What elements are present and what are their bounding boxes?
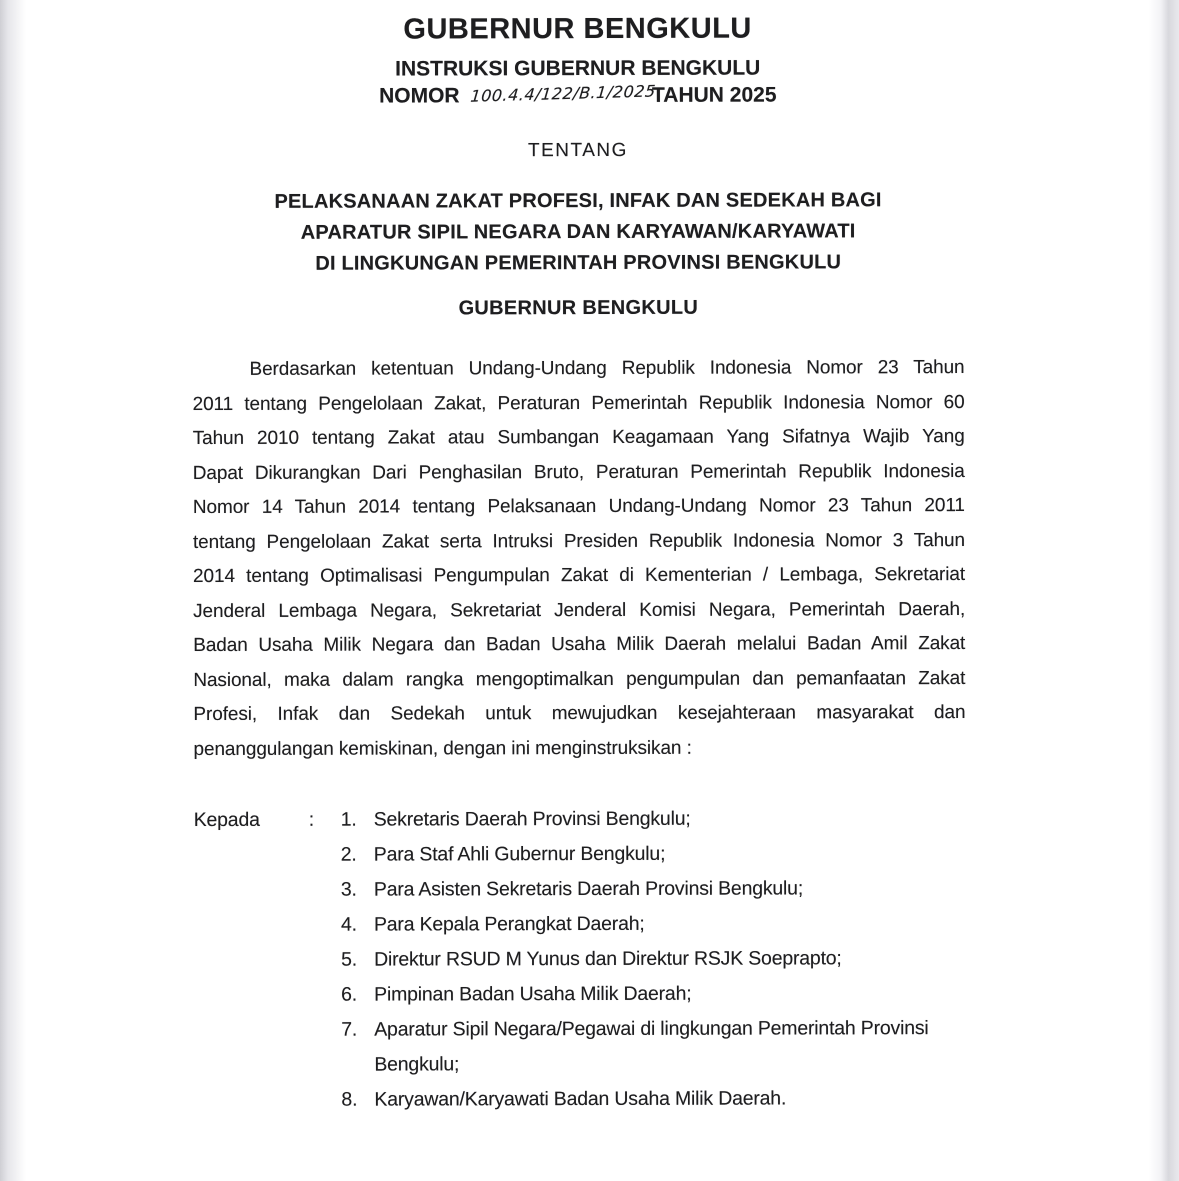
preamble-line: Dapat Dikurangkan Dari Penghasilan Bruto, Peraturan Pemerintah Republik Indonesia [192,460,965,484]
kepada-item [341,906,996,943]
kepada-item-number: 7. [341,1018,358,1041]
kepada-item-number: 8. [341,1088,358,1111]
kepada-item-number: 6. [341,983,358,1006]
preamble-paragraph [192,351,965,767]
preamble-line: Jenderal Lembaga Negara, Sekretariat Jenderal Komisi Negara, Pemerintah Daerah, [193,598,966,622]
kepada-item-text: Direktur RSUD M Yunus dan Direktur RSJK Soeprapto; [374,947,842,971]
nomor-handwritten-number: 100.4.4/122/B.1/2025 [469,81,657,106]
kepada-item [341,976,996,1013]
kepada-item-number: 5. [341,948,357,971]
kepada-colon: : [308,808,314,831]
preamble-line: Nasional, maka dalam rangka mengoptimalkan pengumpulan dan pemanfaatan Zakat [193,667,966,691]
kepada-item-text: Para Asisten Sekretaris Daerah Provinsi Bengkulu; [373,877,804,901]
kepada-item [341,1081,996,1118]
kepada-label: Kepada [193,808,260,832]
kepada-label-group [194,803,341,838]
subject-line-3: DI LINGKUNGAN PEMERINTAH PROVINSI BENGKULU [315,251,842,275]
preamble-line: penanggulangan kemiskinan, dengan ini menginstruksikan : [193,737,692,760]
kepada-section [194,801,967,1118]
kepada-item-text: Sekretaris Daerah Provinsi Bengkulu; [373,807,691,831]
preamble-line: Berdasarkan ketentuan Undang-Undang Republik Indonesia Nomor 23 Tahun [249,357,965,380]
subject-line-2: APARATUR SIPIL NEGARA DAN KARYAWAN/KARYAWATI [300,220,856,244]
nomor-line [192,81,964,111]
kepada-item-number: 1. [340,808,357,831]
kepada-item [341,871,996,908]
preamble-line: Profesi, Infak dan Sedekah untuk mewujudkan kesejahteraan masyarakat dan [193,702,966,726]
kepada-item-text: Karyawan/Karyawati Badan Usaha Milik Daerah. [374,1087,787,1111]
kepada-item-number: 2. [340,843,357,866]
preamble-line: 2011 tentang Pengelolaan Zakat, Peraturan Pemerintah Republik Indonesia Nomor 60 [192,391,965,415]
subject-title [192,185,964,280]
scan-right-edge-shadow [1149,0,1179,1181]
kepada-item [341,1011,996,1083]
issuer-heading: GUBERNUR BENGKULU [458,296,699,320]
kepada-item-text: Pimpinan Badan Usaha Milik Daerah; [374,982,692,1006]
subject-line-1: PELAKSANAAN ZAKAT PROFESI, INFAK DAN SEDEKAH BAGI [274,189,882,213]
nomor-prefix: NOMOR [379,84,460,108]
preamble-line: 2014 tentang Optimalisasi Pengumpulan Zakat di Kementerian / Lembaga, Sekretariat [193,564,966,588]
tentang-label: TENTANG [527,139,628,162]
preamble-line: Nomor 14 Tahun 2014 tentang Pelaksanaan Undang-Undang Nomor 23 Tahun 2011 [192,495,965,519]
preamble-line: Badan Usaha Milik Negara dan Badan Usaha Milik Daerah melalui Badan Amil Zakat [193,633,966,657]
kepada-item [341,836,996,873]
kepada-item-text: Para Kepala Perangkat Daerah; [373,912,645,936]
preamble-line: Tahun 2010 tentang Zakat atau Sumbangan Keagamaan Yang Sifatnya Wajib Yang [192,426,965,450]
kepada-item [341,801,996,838]
kepada-item-text: Para Staf Ahli Gubernur Bengkulu; [373,842,666,866]
org-title: GUBERNUR BENGKULU [403,12,752,46]
kepada-item [341,941,996,978]
preamble-line: tentang Pengelolaan Zakat serta Intruksi Presiden Republik Indonesia Nomor 3 Tahun [192,529,965,553]
instrument-title: INSTRUKSI GUBERNUR BENGKULU [395,56,761,81]
kepada-list [341,801,997,1118]
kepada-item-number: 3. [340,878,357,901]
scan-left-edge-shadow [0,0,26,1181]
nomor-suffix: TAHUN 2025 [651,83,777,107]
kepada-item-number: 4. [340,913,357,936]
kepada-item-text: Aparatur Sipil Negara/Pegawai di lingkungan Pemerintah Provinsi Bengkulu; [374,1017,929,1076]
